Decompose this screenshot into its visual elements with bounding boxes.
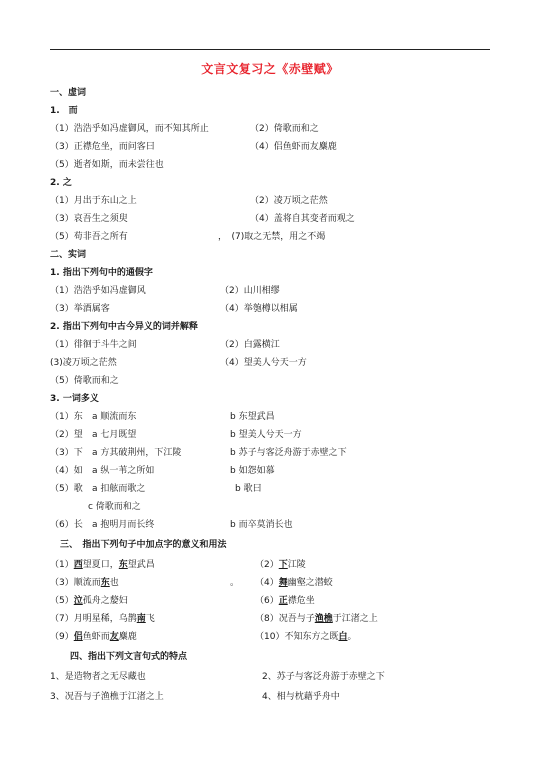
question-item: （5）倚歌而和之 — [50, 376, 119, 386]
item-text: 也 — [109, 578, 119, 588]
polysemy-sense: b 而卒莫消长也 — [230, 520, 293, 530]
question-item: （1）徘徊于斗牛之间 — [50, 340, 137, 350]
question-item: （1）月出于东山之上 — [50, 196, 137, 206]
sentence-item: 1、是造物者之无尽藏也 — [50, 672, 146, 682]
dotted-word-item — [50, 592, 128, 610]
polysemy-sense: b 如怨如慕 — [230, 466, 275, 476]
item-text: 孤舟之嫠妇 — [82, 596, 128, 606]
question-row — [50, 138, 500, 156]
sub-heading: 1. 指出下列句中的通假字 — [50, 268, 153, 278]
item-text: 飞 — [145, 614, 155, 624]
polysemy-sense: a 抱明月而长终 — [92, 520, 155, 530]
sub-heading: 2. 之 — [50, 178, 72, 188]
polysemy-sense: a 七月既望 — [92, 430, 137, 440]
item-text: （3）顺流而 — [50, 578, 101, 588]
sub-heading: 3. 一词多义 — [50, 394, 99, 404]
sub-heading: 2. 指出下列句中古今异义的词并解释 — [50, 322, 198, 332]
dotted-word-item — [255, 556, 306, 574]
dotted-word-row — [50, 592, 500, 610]
item-text: （7）月明星稀，乌鹊 — [50, 614, 137, 624]
question-row — [50, 120, 500, 138]
question-item: （3）举酒属客 — [50, 304, 110, 314]
item-text: 鱼虾而 — [82, 632, 110, 642]
item-text: （6） — [255, 596, 279, 606]
question-item: （3）正襟危坐，而问客曰 — [50, 142, 155, 152]
polysemy-word: （4）如 — [50, 466, 83, 476]
item-text: （5） — [50, 596, 74, 606]
question-item: （4）举匏樽以相属 — [220, 304, 298, 314]
polysemy-row — [50, 444, 500, 462]
dotted-word-item — [255, 610, 378, 628]
sentence-row — [50, 688, 500, 706]
question-item: （1）浩浩乎如冯虚御风，而不知其所止 — [50, 124, 209, 134]
polysemy-sense: b 苏子与客泛舟游于赤壁之下 — [230, 448, 347, 458]
polysemy-sense: a 纵一苇之所如 — [92, 466, 155, 476]
polysemy-word: （5）歌 — [50, 484, 83, 494]
question-row — [50, 156, 500, 174]
question-item: ， (7)取之无禁，用之不竭 — [200, 232, 326, 242]
question-item: （4）盖将自其变者而观之 — [250, 214, 355, 224]
dotted-word-item — [255, 574, 333, 592]
dotted-word: 渔樵 — [314, 614, 333, 624]
dotted-word-row — [50, 610, 500, 628]
polysemy-sense: a 顺流而东 — [92, 412, 137, 422]
sentence-row — [50, 668, 500, 686]
question-row — [50, 336, 500, 354]
dotted-word: 侣 — [73, 632, 83, 642]
dotted-word-item — [50, 556, 155, 574]
question-row — [50, 210, 500, 228]
dotted-word: 友 — [109, 632, 119, 642]
page-title: 文言文复习之《赤壁赋》 — [201, 62, 339, 76]
polysemy-row — [50, 498, 500, 516]
question-item: （1）浩浩乎如冯虚御风 — [50, 286, 146, 296]
polysemy-word: （3）下 — [50, 448, 83, 458]
polysemy-row — [50, 408, 500, 426]
section-heading: 三、 指出下列句子中加点字的意义和用法 — [60, 540, 227, 550]
polysemy-row — [50, 480, 500, 498]
dotted-word: 东 — [100, 578, 110, 588]
polysemy-word: （2）望 — [50, 430, 83, 440]
question-row — [50, 300, 500, 318]
item-text: （10）不知东方之既 — [255, 632, 339, 642]
item-text: （2） — [255, 560, 279, 570]
question-item: （4）望美人兮天一方 — [220, 358, 307, 368]
item-text: 幽壑之潜蛟 — [287, 578, 333, 588]
question-row — [50, 192, 500, 210]
header-rule — [50, 49, 490, 50]
item-text: （4） — [255, 578, 279, 588]
question-item: （5）逝者如斯，而未尝往也 — [50, 160, 164, 170]
item-text: 。 — [347, 632, 357, 642]
polysemy-sense: b 歌曰 — [235, 484, 262, 494]
dotted-word: 下 — [278, 560, 288, 570]
polysemy-sense: a 扣舷而歌之 — [92, 484, 146, 494]
dotted-word-row — [50, 556, 500, 574]
item-text: （8）况吾与子 — [255, 614, 315, 624]
question-item: (3)凌万顷之茫然 — [50, 358, 117, 368]
dotted-word: 东 — [118, 560, 128, 570]
dotted-word: 泣 — [73, 596, 83, 606]
question-row — [50, 228, 500, 246]
section-heading: 二、实词 — [50, 250, 87, 260]
sentence-item: 4、相与枕藉乎舟中 — [262, 692, 340, 702]
polysemy-row — [50, 462, 500, 480]
dotted-word: 白 — [338, 632, 348, 642]
sub-heading: 1. 而 — [50, 106, 78, 116]
item-text: （9） — [50, 632, 74, 642]
dotted-word: 舞 — [278, 578, 288, 588]
item-text: 襟危坐 — [287, 596, 315, 606]
question-item: （4）侣鱼虾而友麋鹿 — [250, 142, 337, 152]
question-item: （2）倚歌而和之 — [250, 124, 319, 134]
question-row — [50, 354, 500, 372]
dotted-word: 南 — [136, 614, 146, 624]
dotted-word: 西 — [73, 560, 83, 570]
question-item: （5）苟非吾之所有 — [50, 232, 128, 242]
question-row — [50, 282, 500, 300]
sentence-item: 2、苏子与客泛舟游于赤壁之下 — [262, 672, 385, 682]
dotted-word-item — [255, 628, 356, 646]
polysemy-row — [50, 426, 500, 444]
question-item: （2）白露横江 — [220, 340, 280, 350]
question-item: （3）哀吾生之须臾 — [50, 214, 128, 224]
polysemy-word: （1）东 — [50, 412, 83, 422]
stray-mark: 。 — [230, 578, 240, 588]
question-row — [50, 372, 500, 390]
section-heading: 一、虚词 — [50, 88, 87, 98]
section-heading: 四、指出下列文言句式的特点 — [70, 652, 188, 662]
question-item: （2）凌万顷之茫然 — [250, 196, 328, 206]
polysemy-row — [50, 516, 500, 534]
item-text: 麋鹿 — [118, 632, 137, 642]
polysemy-sense: b 望美人兮天一方 — [230, 430, 302, 440]
dotted-word-row — [50, 574, 500, 592]
dotted-word-item — [50, 610, 155, 628]
item-text: 江陵 — [287, 560, 306, 570]
question-item: （2）山川相缪 — [220, 286, 280, 296]
dotted-word-item — [255, 592, 315, 610]
item-text: 于江渚之上 — [332, 614, 378, 624]
item-text: 望武昌 — [127, 560, 155, 570]
polysemy-sense: a 方其破荆州，下江陵 — [92, 448, 182, 458]
dotted-word-row — [50, 628, 500, 646]
dotted-word-item — [50, 574, 119, 592]
polysemy-sense: c 倚歌而和之 — [88, 502, 141, 512]
item-text: 望夏口， — [82, 560, 119, 570]
item-text: （1） — [50, 560, 74, 570]
polysemy-word: （6）长 — [50, 520, 83, 530]
dotted-word-item — [50, 628, 137, 646]
dotted-word: 正 — [278, 596, 288, 606]
sentence-item: 3、况吾与子渔樵于江渚之上 — [50, 692, 164, 702]
polysemy-sense: b 东望武昌 — [230, 412, 275, 422]
